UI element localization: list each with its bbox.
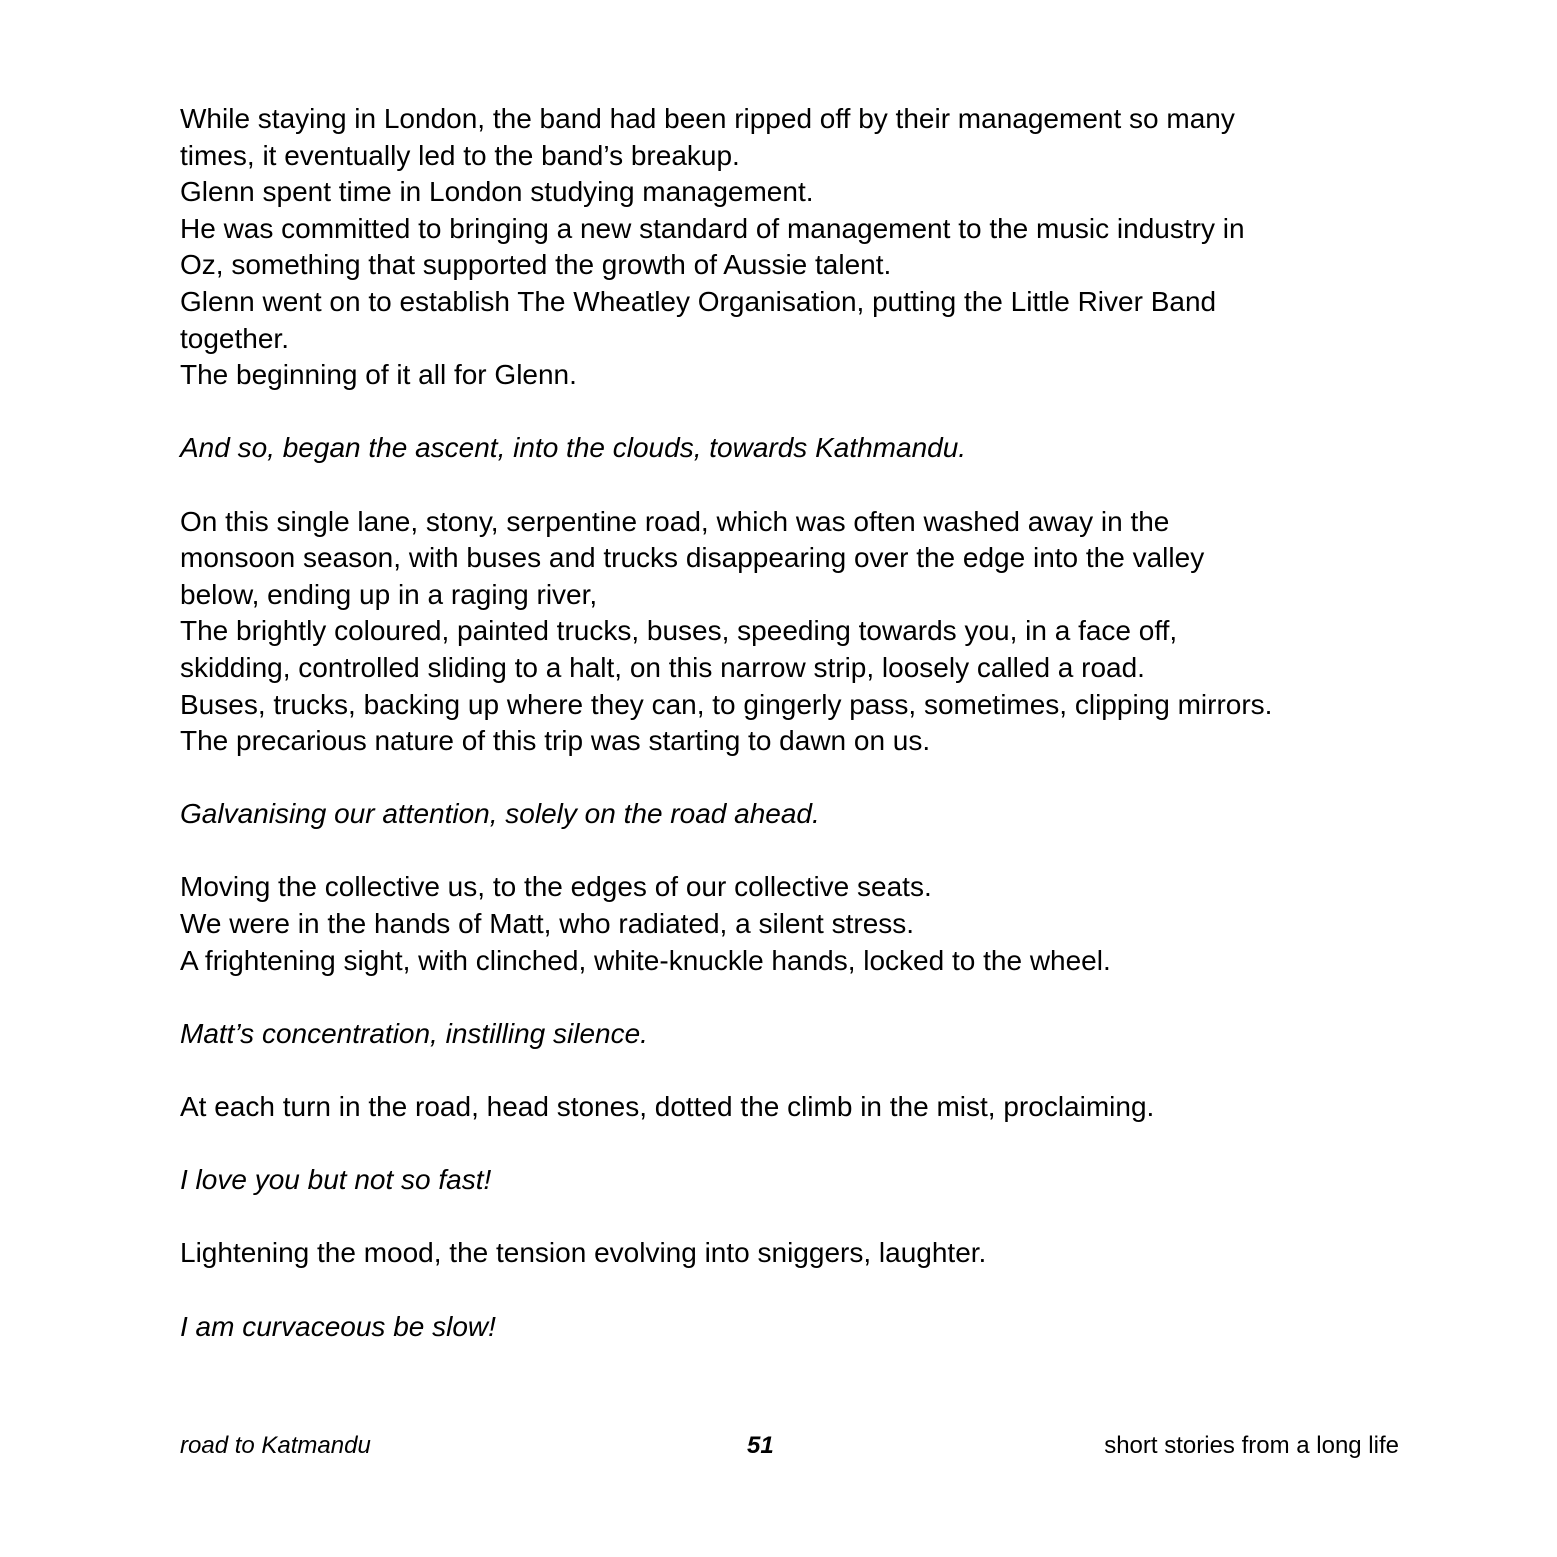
blank-line [180,760,1410,797]
blank-line [180,979,1410,1016]
blank-line [180,833,1410,870]
italic-line: Galvanising our attention, solely on the road ahead. [180,798,820,830]
text-line: On this single lane, stony, serpentine road, which was often washed away in the [180,505,1170,537]
italic-line: And so, began the ascent, into the clouds, towards Kathmandu. [180,432,967,464]
text-line: below, ending up in a raging river, [180,578,598,610]
text-line: Oz, something that supported the growth of Aussie talent. [180,249,892,281]
italic-line: Matt’s concentration, instilling silence. [180,1017,648,1049]
blank-line [180,1052,1410,1089]
blank-line [180,467,1410,504]
paragraph-3 [180,869,1410,979]
text-line: together. [180,322,289,354]
footer-book-title: short stories from a long life [1104,1432,1399,1459]
italic-line: I am curvaceous be slow! [180,1310,496,1342]
paragraph-4: At each turn in the road, head stones, dotted the climb in the mist, proclaiming. [180,1091,1155,1123]
blank-line [180,1199,1410,1236]
text-line: Glenn spent time in London studying management. [180,176,814,208]
text-line: times, it eventually led to the band’s breakup. [180,139,740,171]
text-line: While staying in London, the band had been ripped off by their management so many [180,103,1235,134]
body-text [180,101,1410,1345]
text-line: We were in the hands of Matt, who radiated, a silent stress. [180,908,915,940]
text-line: Glenn went on to establish The Wheatley Organisation, putting the Little River Band [180,285,1217,317]
text-line: skidding, controlled sliding to a halt, on this narrow strip, loosely called a road. [180,651,1145,683]
page-footer [0,1432,1557,1472]
text-line: Moving the collective us, to the edges of our collective seats. [180,871,932,903]
paragraph-2 [180,504,1410,760]
text-line: The precarious nature of this trip was starting to dawn on us. [180,725,931,757]
text-line: monsoon season, with buses and trucks disappearing over the edge into the valley [180,542,1205,574]
text-line: He was committed to bringing a new standard of management to the music industry in [180,212,1245,244]
page-number: 51 [747,1432,774,1459]
blank-line [180,394,1410,431]
text-line: A frightening sight, with clinched, white-knuckle hands, locked to the wheel. [180,944,1111,976]
paragraph-5: Lightening the mood, the tension evolving into sniggers, laughter. [180,1237,987,1269]
text-line: The brightly coloured, painted trucks, buses, speeding towards you, in a face off, [180,615,1178,647]
footer-chapter-title: road to Katmandu [180,1432,371,1459]
text-line: The beginning of it all for Glenn. [180,359,577,391]
paragraph-1 [180,101,1410,394]
text-line: Buses, trucks, backing up where they can, to gingerly pass, sometimes, clipping mirrors. [180,688,1273,720]
blank-line [180,1126,1410,1163]
italic-line: I love you but not so fast! [180,1164,492,1196]
blank-line [180,1272,1410,1309]
